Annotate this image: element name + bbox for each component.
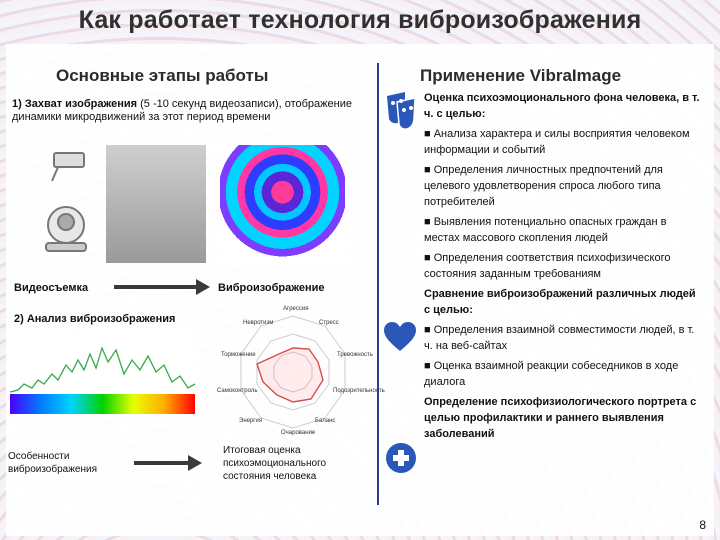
right-heading-3: Определение психофизиологического портрета с целью профилактики и раннего выявления заболеваний [424, 396, 697, 440]
radar-label-charm: Очарование [281, 430, 316, 436]
theatre-masks-icon [381, 88, 421, 138]
radar-label-balance: Баланс [315, 418, 336, 424]
step-1-description [12, 98, 352, 124]
face-photo [106, 145, 206, 263]
step-1-text: (5 -10 секунд видеозаписи), отображение динамики микродвижений за этот период времени [12, 98, 352, 123]
radar-label-suspicion: Подозрительность [333, 388, 385, 394]
right-item-1-4: ■ Определения соответствия психофизического состояния заданным требованиям [424, 252, 671, 280]
radar-label-anxiety: Тревожность [337, 352, 373, 358]
right-item-1-3: ■ Выявления потенциально опасных граждан в местах массового скопления людей [424, 216, 667, 244]
page-number: 8 [699, 518, 706, 532]
video-label: Видеосъемка [14, 282, 89, 294]
right-item-1-1: ■ Анализа характера и силы восприятия человеком информации и событий [424, 128, 690, 156]
video-to-vibro-arrow [114, 282, 210, 292]
heart-icon [384, 322, 416, 354]
right-item-2-2: ■ Оценка взаимной реакции собеседников в ходе диалога [424, 360, 679, 388]
right-heading-2: Сравнение виброизображений различных людей с целью: [424, 288, 696, 316]
right-subtitle: Применение VibraImage [420, 66, 622, 85]
radar-label-selfcontrol: Самоконтроль [217, 388, 258, 394]
radar-chart [205, 306, 385, 436]
right-heading-1: Оценка психоэмоционального фона человека, в т. ч. с целью: [424, 92, 700, 120]
column-divider [377, 63, 379, 505]
left-subtitle: Основные этапы работы [56, 66, 269, 85]
camera-icon [36, 147, 96, 257]
vibroimage-photo [220, 145, 345, 263]
medical-plus-icon [384, 441, 418, 475]
final-assessment-label: Итоговая оценка психоэмоционального состояния человека [223, 445, 327, 482]
radar-label-aggression: Агрессия [283, 306, 309, 312]
features-arrow [134, 458, 202, 468]
radar-label-neuroticism: Невротизм [243, 320, 274, 326]
page-title: Как работает технология виброизображения [78, 6, 642, 34]
right-item-1-2: ■ Определения личностных предпочтений для целевого удовлетворения спроса любого типа потребителей [424, 164, 663, 208]
vibro-label: Виброизображение [218, 282, 325, 294]
step-2-label: 2) Анализ виброизображения [14, 313, 176, 325]
right-item-2-1: ■ Определения взаимной совместимости людей, в т. ч. на веб-сайтах [424, 324, 695, 352]
right-column-text [424, 90, 700, 442]
radar-label-inhibition: Торможение [221, 352, 256, 358]
radar-label-stress: Стресс [319, 320, 339, 326]
step-1-title: Захват изображения [24, 98, 138, 110]
radar-label-energy: Энергия [239, 418, 263, 424]
spectrum-bar [10, 394, 195, 414]
step-1-number: 1) [12, 98, 22, 110]
features-label: Особенности виброизображения [8, 451, 97, 475]
